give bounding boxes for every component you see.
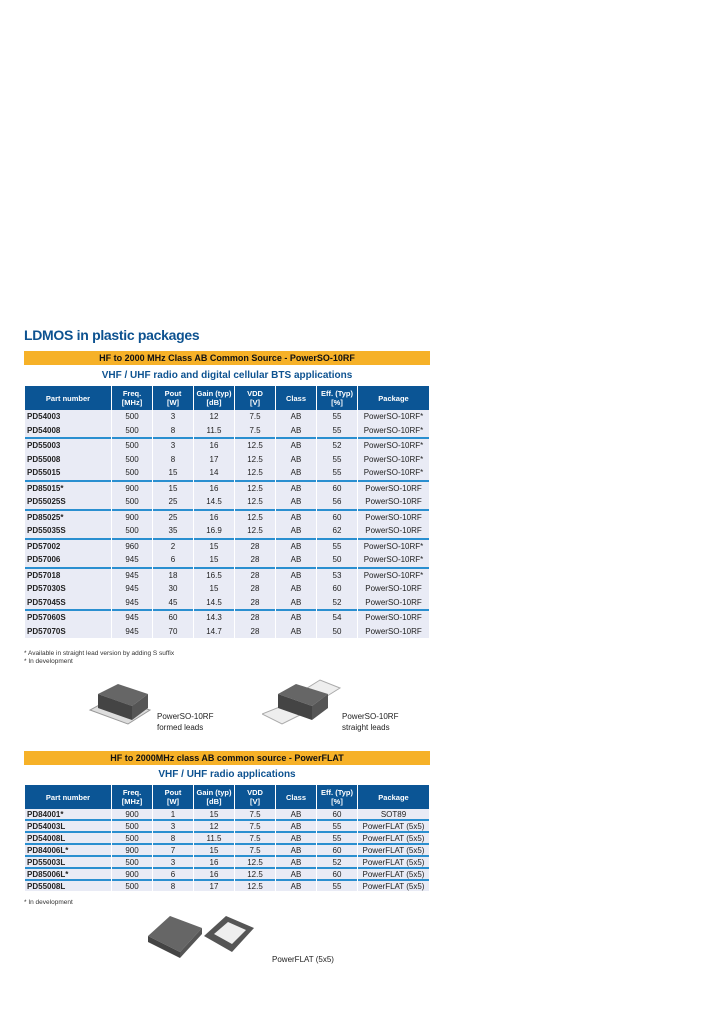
header-eff: Eff. (Typ) [%] — [317, 785, 357, 809]
vdd-cell: 28 — [235, 609, 275, 625]
freq-cell: 500 — [112, 466, 152, 480]
freq-cell: 900 — [112, 509, 152, 525]
vdd-cell: 28 — [235, 567, 275, 583]
part-number-cell: PD57006 — [25, 553, 111, 567]
package-cell: PowerFLAT (5x5) — [358, 819, 429, 831]
table-row — [25, 410, 429, 424]
part-number-cell: PD57030S — [25, 582, 111, 596]
package-cell: PowerSO-10RF — [358, 509, 429, 525]
gain-cell: 16.9 — [194, 524, 234, 538]
class-cell: AB — [276, 831, 316, 843]
package-cell: PowerSO-10RF — [358, 582, 429, 596]
part-number-cell: PD85025* — [25, 509, 111, 525]
class-cell: AB — [276, 819, 316, 831]
gain-cell: 12 — [194, 410, 234, 424]
class-cell: AB — [276, 867, 316, 879]
table-row — [25, 831, 429, 843]
package-cell: PowerSO-10RF — [358, 609, 429, 625]
header-eff: Eff. (Typ) [%] — [317, 386, 357, 410]
table-row — [25, 453, 429, 467]
vdd-cell: 7.5 — [235, 410, 275, 424]
pout-cell: 3 — [153, 819, 193, 831]
table-row — [25, 424, 429, 438]
table-row — [25, 879, 429, 891]
section2-subtitle: VHF / UHF radio applications — [158, 769, 296, 780]
part-number-cell: PD57070S — [25, 625, 111, 639]
vdd-cell: 28 — [235, 538, 275, 554]
part-number-cell: PD55003L — [25, 855, 111, 867]
freq-cell: 900 — [112, 867, 152, 879]
part-number-cell: PD55003 — [25, 437, 111, 453]
pout-cell: 1 — [153, 809, 193, 819]
gain-cell: 11.5 — [194, 424, 234, 438]
class-cell: AB — [276, 843, 316, 855]
vdd-cell: 12.5 — [235, 524, 275, 538]
header-package: Package — [358, 785, 429, 809]
eff-cell: 62 — [317, 524, 357, 538]
gain-cell: 14.5 — [194, 495, 234, 509]
gain-cell: 11.5 — [194, 831, 234, 843]
table-row — [25, 524, 429, 538]
section1-band: HF to 2000 MHz Class AB Common Source - PowerSO-10RF — [24, 351, 430, 365]
header-vdd: VDD [V] — [235, 785, 275, 809]
freq-cell: 945 — [112, 609, 152, 625]
part-number-cell: PD55015 — [25, 466, 111, 480]
vdd-cell: 12.5 — [235, 509, 275, 525]
eff-cell: 55 — [317, 424, 357, 438]
class-cell: AB — [276, 453, 316, 467]
powerso-straight-image — [262, 678, 342, 732]
header-freq: Freq. [MHz] — [112, 785, 152, 809]
pout-cell: 2 — [153, 538, 193, 554]
pout-cell: 60 — [153, 609, 193, 625]
part-number-cell: PD57002 — [25, 538, 111, 554]
section2-band: HF to 2000MHz class AB common source - PowerFLAT — [24, 751, 430, 765]
package-cell: PowerSO-10RF* — [358, 410, 429, 424]
powerso-table — [24, 386, 430, 638]
pout-cell: 35 — [153, 524, 193, 538]
package-cell: PowerSO-10RF — [358, 524, 429, 538]
eff-cell: 60 — [317, 867, 357, 879]
package-cell: PowerSO-10RF* — [358, 538, 429, 554]
eff-cell: 50 — [317, 625, 357, 639]
eff-cell: 55 — [317, 466, 357, 480]
gain-cell: 17 — [194, 453, 234, 467]
class-cell: AB — [276, 567, 316, 583]
part-number-cell: PD54008L — [25, 831, 111, 843]
eff-cell: 60 — [317, 809, 357, 819]
eff-cell: 50 — [317, 553, 357, 567]
pout-cell: 15 — [153, 466, 193, 480]
header-gain: Gain (typ) [dB] — [194, 386, 234, 410]
gain-cell: 12 — [194, 819, 234, 831]
header-class: Class — [276, 386, 316, 410]
class-cell: AB — [276, 495, 316, 509]
freq-cell: 945 — [112, 625, 152, 639]
powerflat-image — [146, 912, 256, 962]
package-cell: PowerFLAT (5x5) — [358, 855, 429, 867]
table-row — [25, 809, 429, 819]
class-cell: AB — [276, 809, 316, 819]
part-number-cell: PD55025S — [25, 495, 111, 509]
part-number-cell: PD57060S — [25, 609, 111, 625]
pout-cell: 8 — [153, 831, 193, 843]
class-cell: AB — [276, 625, 316, 639]
vdd-cell: 12.5 — [235, 855, 275, 867]
class-cell: AB — [276, 466, 316, 480]
part-number-cell: PD85015* — [25, 480, 111, 496]
part-number-cell: PD84001* — [25, 809, 111, 819]
freq-cell: 500 — [112, 424, 152, 438]
class-cell: AB — [276, 410, 316, 424]
freq-cell: 945 — [112, 582, 152, 596]
gain-cell: 14.7 — [194, 625, 234, 639]
note: * Available in straight lead version by adding S suffix — [24, 650, 175, 657]
part-number-cell: PD54003L — [25, 819, 111, 831]
vdd-cell: 7.5 — [235, 843, 275, 855]
class-cell: AB — [276, 538, 316, 554]
package-cell: PowerFLAT (5x5) — [358, 843, 429, 855]
eff-cell: 60 — [317, 843, 357, 855]
eff-cell: 60 — [317, 480, 357, 496]
eff-cell: 55 — [317, 453, 357, 467]
gain-cell: 15 — [194, 553, 234, 567]
gain-cell: 15 — [194, 809, 234, 819]
eff-cell: 56 — [317, 495, 357, 509]
pout-cell: 8 — [153, 453, 193, 467]
table-row — [25, 609, 429, 625]
pout-cell: 30 — [153, 582, 193, 596]
header-freq: Freq. [MHz] — [112, 386, 152, 410]
eff-cell: 55 — [317, 831, 357, 843]
freq-cell: 500 — [112, 819, 152, 831]
table-row — [25, 553, 429, 567]
vdd-cell: 12.5 — [235, 495, 275, 509]
gain-cell: 15 — [194, 843, 234, 855]
powerflat-table — [24, 785, 430, 891]
header-vdd: VDD [V] — [235, 386, 275, 410]
eff-cell: 60 — [317, 509, 357, 525]
pout-cell: 8 — [153, 424, 193, 438]
table-row — [25, 509, 429, 525]
part-number-cell: PD54008 — [25, 424, 111, 438]
pout-cell: 7 — [153, 843, 193, 855]
powerso-formed-image — [88, 680, 158, 732]
class-cell: AB — [276, 596, 316, 610]
part-number-cell: PD55035S — [25, 524, 111, 538]
pout-cell: 6 — [153, 867, 193, 879]
vdd-cell: 7.5 — [235, 831, 275, 843]
gain-cell: 16 — [194, 509, 234, 525]
class-cell: AB — [276, 582, 316, 596]
header-part: Part number — [25, 785, 111, 809]
vdd-cell: 28 — [235, 582, 275, 596]
part-number-cell: PD57045S — [25, 596, 111, 610]
class-cell: AB — [276, 524, 316, 538]
class-cell: AB — [276, 509, 316, 525]
package-cell: PowerSO-10RF* — [358, 567, 429, 583]
class-cell: AB — [276, 553, 316, 567]
table-row — [25, 495, 429, 509]
freq-cell: 945 — [112, 596, 152, 610]
package-cell: PowerSO-10RF — [358, 480, 429, 496]
header-gain: Gain (typ) [dB] — [194, 785, 234, 809]
freq-cell: 500 — [112, 879, 152, 891]
pout-cell: 18 — [153, 567, 193, 583]
vdd-cell: 28 — [235, 625, 275, 639]
section2-note: * In development — [24, 899, 73, 906]
eff-cell: 55 — [317, 538, 357, 554]
gain-cell: 17 — [194, 879, 234, 891]
class-cell: AB — [276, 424, 316, 438]
freq-cell: 500 — [112, 831, 152, 843]
pout-cell: 45 — [153, 596, 193, 610]
vdd-cell: 12.5 — [235, 867, 275, 879]
table-row — [25, 625, 429, 639]
package-cell: PowerFLAT (5x5) — [358, 831, 429, 843]
pout-cell: 25 — [153, 495, 193, 509]
freq-cell: 945 — [112, 567, 152, 583]
caption-formed: PowerSO-10RF formed leads — [157, 712, 214, 732]
section1-subtitle: VHF / UHF radio and digital cellular BTS applications — [101, 370, 353, 381]
table-row — [25, 466, 429, 480]
note: * In development — [24, 658, 73, 665]
gain-cell: 16 — [194, 480, 234, 496]
gain-cell: 16.5 — [194, 567, 234, 583]
freq-cell: 960 — [112, 538, 152, 554]
eff-cell: 60 — [317, 582, 357, 596]
freq-cell: 500 — [112, 495, 152, 509]
page-title: LDMOS in plastic packages — [24, 327, 200, 343]
eff-cell: 52 — [317, 596, 357, 610]
part-number-cell: PD85006L* — [25, 867, 111, 879]
table-row — [25, 567, 429, 583]
part-number-cell: PD55008L — [25, 879, 111, 891]
package-cell: PowerSO-10RF — [358, 596, 429, 610]
freq-cell: 500 — [112, 855, 152, 867]
caption-powerflat: PowerFLAT (5x5) — [272, 955, 334, 964]
vdd-cell: 12.5 — [235, 879, 275, 891]
freq-cell: 500 — [112, 410, 152, 424]
eff-cell: 54 — [317, 609, 357, 625]
package-cell: PowerSO-10RF* — [358, 437, 429, 453]
package-cell: PowerSO-10RF* — [358, 466, 429, 480]
vdd-cell: 12.5 — [235, 453, 275, 467]
vdd-cell: 28 — [235, 553, 275, 567]
gain-cell: 14 — [194, 466, 234, 480]
freq-cell: 500 — [112, 437, 152, 453]
freq-cell: 900 — [112, 809, 152, 819]
freq-cell: 945 — [112, 553, 152, 567]
pout-cell: 3 — [153, 437, 193, 453]
gain-cell: 16 — [194, 855, 234, 867]
pout-cell: 8 — [153, 879, 193, 891]
eff-cell: 55 — [317, 879, 357, 891]
eff-cell: 52 — [317, 855, 357, 867]
section1-notes — [24, 650, 174, 666]
package-cell: PowerSO-10RF — [358, 495, 429, 509]
package-cell: PowerSO-10RF* — [358, 453, 429, 467]
gain-cell: 14.5 — [194, 596, 234, 610]
eff-cell: 53 — [317, 567, 357, 583]
class-cell: AB — [276, 609, 316, 625]
freq-cell: 900 — [112, 843, 152, 855]
table-row — [25, 582, 429, 596]
part-number-cell: PD55008 — [25, 453, 111, 467]
header-part: Part number — [25, 386, 111, 410]
part-number-cell: PD54003 — [25, 410, 111, 424]
gain-cell: 15 — [194, 538, 234, 554]
vdd-cell: 7.5 — [235, 424, 275, 438]
table-row — [25, 480, 429, 496]
pout-cell: 25 — [153, 509, 193, 525]
gain-cell: 16 — [194, 867, 234, 879]
pout-cell: 3 — [153, 410, 193, 424]
vdd-cell: 12.5 — [235, 466, 275, 480]
gain-cell: 16 — [194, 437, 234, 453]
pout-cell: 70 — [153, 625, 193, 639]
eff-cell: 52 — [317, 437, 357, 453]
pout-cell: 15 — [153, 480, 193, 496]
table-row — [25, 855, 429, 867]
package-cell: SOT89 — [358, 809, 429, 819]
eff-cell: 55 — [317, 410, 357, 424]
freq-cell: 500 — [112, 524, 152, 538]
class-cell: AB — [276, 879, 316, 891]
caption-straight: PowerSO-10RF straight leads — [342, 712, 399, 732]
header-pout: Pout [W] — [153, 386, 193, 410]
part-number-cell: PD84006L* — [25, 843, 111, 855]
part-number-cell: PD57018 — [25, 567, 111, 583]
pout-cell: 3 — [153, 855, 193, 867]
eff-cell: 55 — [317, 819, 357, 831]
header-package: Package — [358, 386, 429, 410]
package-cell: PowerSO-10RF — [358, 625, 429, 639]
package-cell: PowerFLAT (5x5) — [358, 879, 429, 891]
table-row — [25, 437, 429, 453]
freq-cell: 500 — [112, 453, 152, 467]
class-cell: AB — [276, 437, 316, 453]
header-pout: Pout [W] — [153, 785, 193, 809]
package-cell: PowerSO-10RF* — [358, 553, 429, 567]
class-cell: AB — [276, 855, 316, 867]
vdd-cell: 28 — [235, 596, 275, 610]
table-row — [25, 538, 429, 554]
vdd-cell: 7.5 — [235, 819, 275, 831]
table-row — [25, 819, 429, 831]
table-row — [25, 867, 429, 879]
gain-cell: 15 — [194, 582, 234, 596]
freq-cell: 900 — [112, 480, 152, 496]
vdd-cell: 12.5 — [235, 480, 275, 496]
class-cell: AB — [276, 480, 316, 496]
gain-cell: 14.3 — [194, 609, 234, 625]
vdd-cell: 12.5 — [235, 437, 275, 453]
pout-cell: 6 — [153, 553, 193, 567]
package-cell: PowerFLAT (5x5) — [358, 867, 429, 879]
package-cell: PowerSO-10RF* — [358, 424, 429, 438]
header-class: Class — [276, 785, 316, 809]
vdd-cell: 7.5 — [235, 809, 275, 819]
table-row — [25, 596, 429, 610]
table-row — [25, 843, 429, 855]
